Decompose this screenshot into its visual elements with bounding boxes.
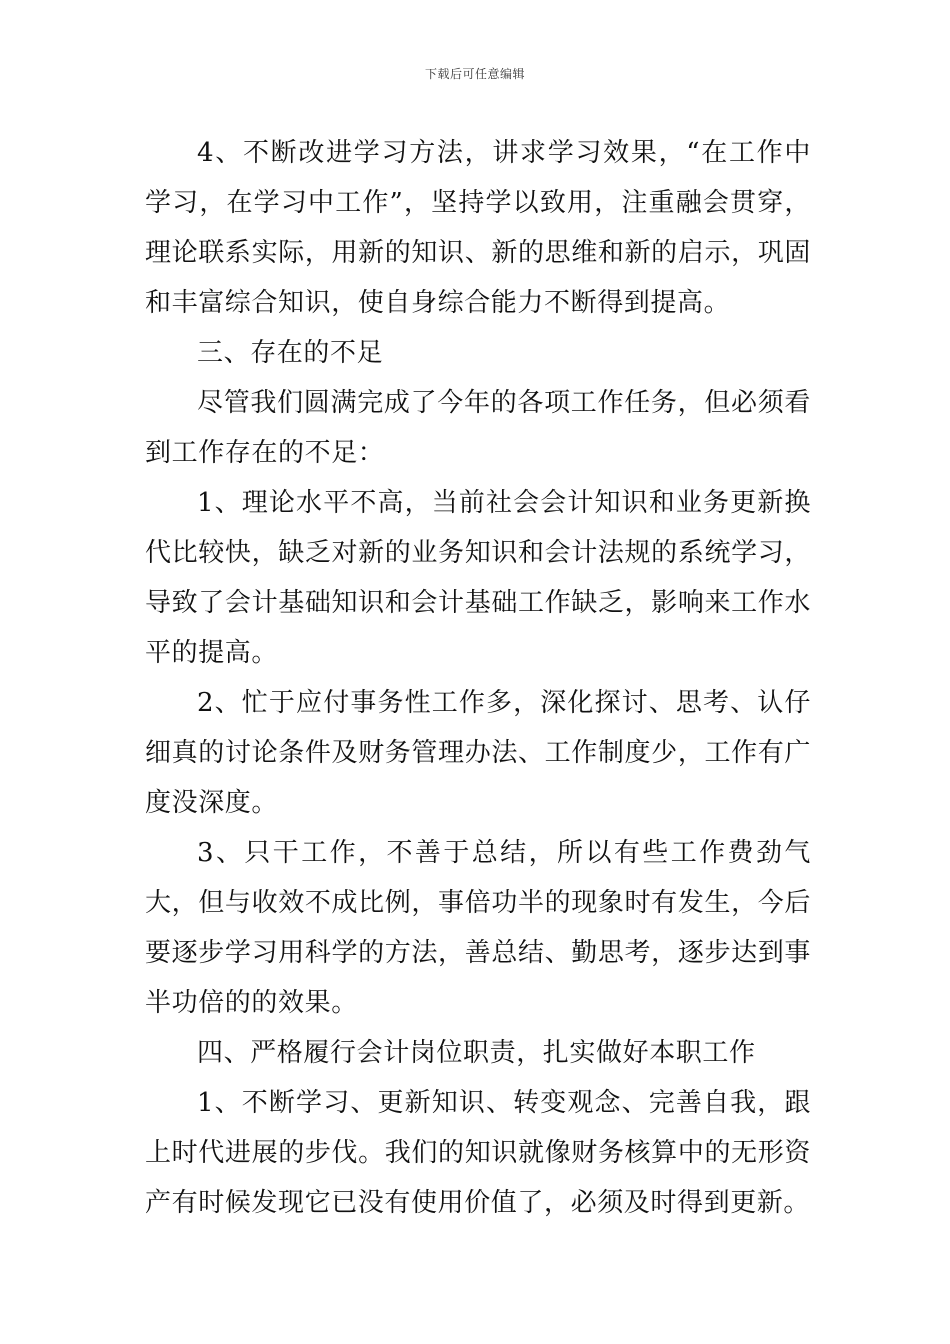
paragraph-shortcoming-3: 3、只干工作，不善于总结，所以有些工作费劲气大，但与收效不成比例，事倍功半的现象时有发生，今后要逐步学习用科学的方法，善总结、勤思考，逐步达到事半功倍的的效果。 — [145, 838, 811, 1018]
paragraph-duty-1: 1、不断学习、更新知识、转变观念、完善自我，跟上时代进展的步伐。我们的知识就像财务核算中的无形资产有时候发现它已没有使用价值了，必须及时得到更新。 — [145, 1088, 811, 1218]
paragraph-study-method: 4、不断改进学习方法，讲求学习效果，“在工作中学习，在学习中工作”，坚持学以致用，注重融会贯穿，理论联系实际，用新的知识、新的思维和新的启示，巩固和丰富综合知识，使自身综合能力不断得到提高。 — [145, 138, 811, 318]
document-body — [145, 128, 811, 1228]
paragraph-shortcoming-1: 1、理论水平不高，当前社会会计知识和业务更新换代比较快，缺乏对新的业务知识和会计法规的系统学习，导致了会计基础知识和会计基础工作缺乏，影响来工作水平的提高。 — [145, 488, 811, 668]
paragraph-shortcomings-intro: 尽管我们圆满完成了今年的各项工作任务，但必须看到工作存在的不足： — [145, 388, 811, 468]
paragraph-shortcoming-2: 2、忙于应付事务性工作多，深化探讨、思考、认仔细真的讨论条件及财务管理办法、工作制度少，工作有广度没深度。 — [145, 688, 811, 818]
section-heading-shortcomings: 三、存在的不足 — [197, 338, 384, 368]
section-heading-duties: 四、严格履行会计岗位职责，扎实做好本职工作 — [197, 1038, 756, 1068]
header-note: 下载后可任意编辑 — [424, 67, 525, 81]
